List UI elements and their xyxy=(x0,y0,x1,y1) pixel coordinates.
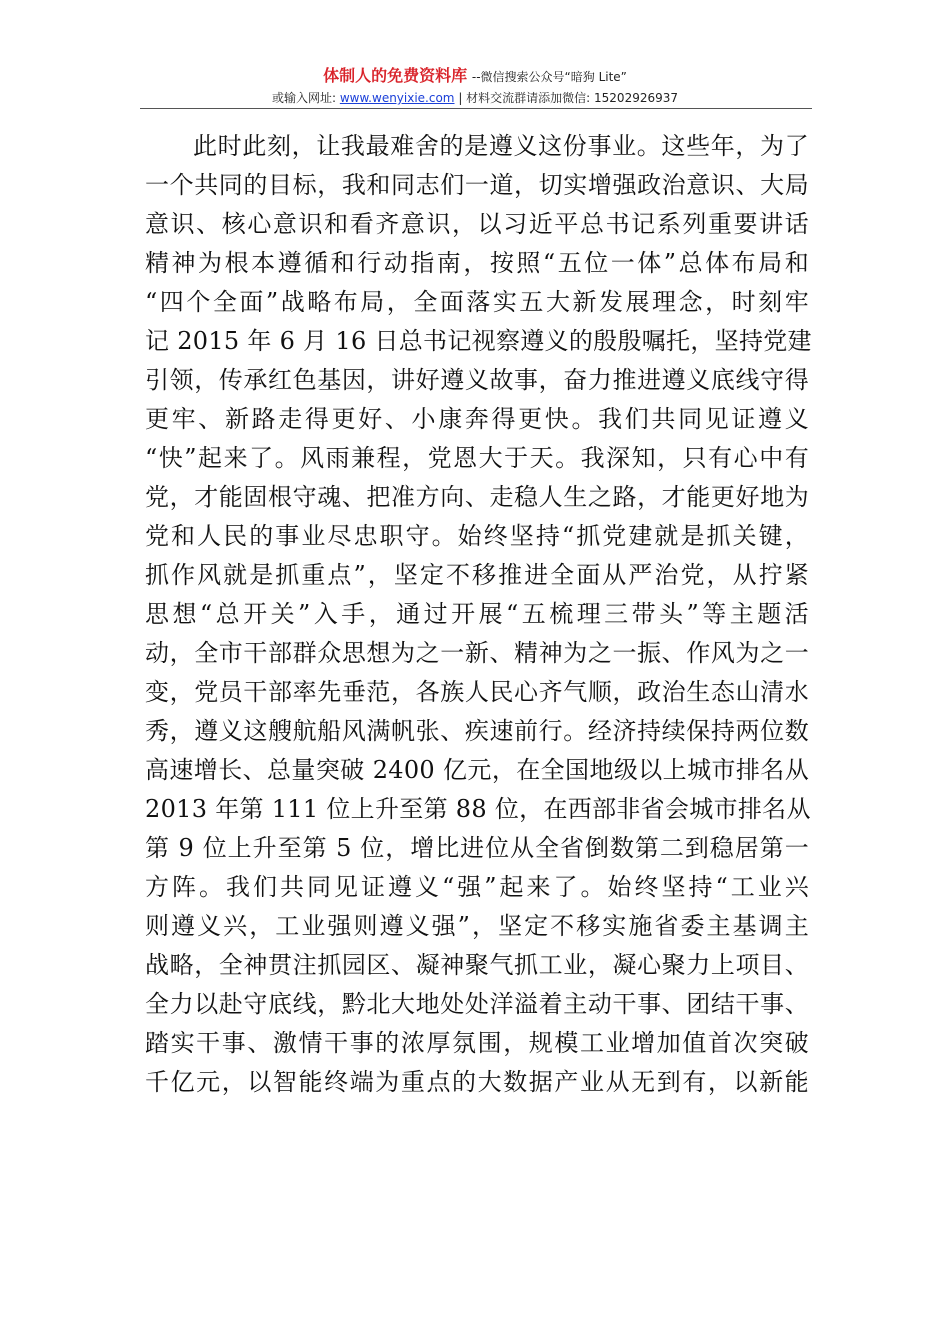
text-line: 抓作风就是抓重点”，坚定不移推进全面从严治党，从拧紧 xyxy=(145,561,809,589)
text-line: 党和人民的事业尽忠职守。始终坚持“抓党建就是抓关键， xyxy=(145,522,809,550)
text-line: 一个共同的目标，我和同志们一道，切实增强政治意识、大局 xyxy=(145,171,809,199)
header-contact-line xyxy=(0,90,950,106)
header-slogan: --微信搜索公众号“暗狗 Lite” xyxy=(471,70,627,84)
text-line: 全力以赴守底线，黔北大地处处洋溢着主动干事、团结干事、 xyxy=(145,990,809,1018)
text-line: 第 9 位上升至第 5 位，增比进位从全省倒数第二到稳居第一 xyxy=(145,834,809,862)
header-brand: 体制人的免费资料库 xyxy=(323,66,468,85)
text-line: 意识、核心意识和看齐意识，以习近平总书记系列重要讲话 xyxy=(145,210,809,238)
text-line: 战略，全神贯注抓园区、凝神聚气抓工业，凝心聚力上项目、 xyxy=(145,951,809,979)
header-title-line xyxy=(0,66,950,87)
text-line: 千亿元，以智能终端为重点的大数据产业从无到有，以新能 xyxy=(145,1068,809,1096)
text-line: 引领，传承红色基因，讲好遵义故事，奋力推进遵义底线守得 xyxy=(145,366,809,394)
text-line: 动，全市干部群众思想为之一新、精神为之一振、作风为之一 xyxy=(145,639,809,667)
text-line: “四个全面”战略布局，全面落实五大新发展理念，时刻牢 xyxy=(145,288,809,316)
text-line: 记 2015 年 6 月 16 日总书记视察遵义的殷殷嘱托，坚持党建 xyxy=(145,327,812,355)
text-line: 党，才能固根守魂、把准方向、走稳人生之路，才能更好地为 xyxy=(145,483,809,511)
text-line: 2013 年第 111 位上升至第 88 位，在西部非省会城市排名从 xyxy=(145,795,811,823)
header-website-link[interactable]: www.wenyixie.com xyxy=(339,91,455,105)
header-divider xyxy=(140,108,812,109)
text-line: “快”起来了。风雨兼程，党恩大于天。我深知，只有心中有 xyxy=(145,444,809,472)
header-contact: | 材料交流群请添加微信: 15202926937 xyxy=(454,91,679,105)
header-url-prefix: 或输入网址: xyxy=(271,91,340,105)
page-header xyxy=(0,66,950,106)
text-line: 秀，遵义这艘航船风满帆张、疾速前行。经济持续保持两位数 xyxy=(145,717,809,745)
document-body xyxy=(145,127,812,1102)
text-line: 变，党员干部率先垂范，各族人民心齐气顺，政治生态山清水 xyxy=(145,678,809,706)
text-line: 踏实干事、激情干事的浓厚氛围，规模工业增加值首次突破 xyxy=(145,1029,809,1057)
text-line: 则遵义兴，工业强则遵义强”，坚定不移实施省委主基调主 xyxy=(145,912,809,940)
text-line: 此时此刻，让我最难舍的是遵义这份事业。这些年，为了 xyxy=(193,132,809,160)
text-line: 高速增长、总量突破 2400 亿元，在全国地级以上城市排名从 xyxy=(145,756,809,784)
text-line: 更牢、新路走得更好、小康奔得更快。我们共同见证遵义 xyxy=(145,405,809,433)
text-line: 精神为根本遵循和行动指南，按照“五位一体”总体布局和 xyxy=(145,249,809,277)
text-line: 方阵。我们共同见证遵义“强”起来了。始终坚持“工业兴 xyxy=(145,873,809,901)
text-line: 思想“总开关”入手，通过开展“五梳理三带头”等主题活 xyxy=(145,600,809,628)
